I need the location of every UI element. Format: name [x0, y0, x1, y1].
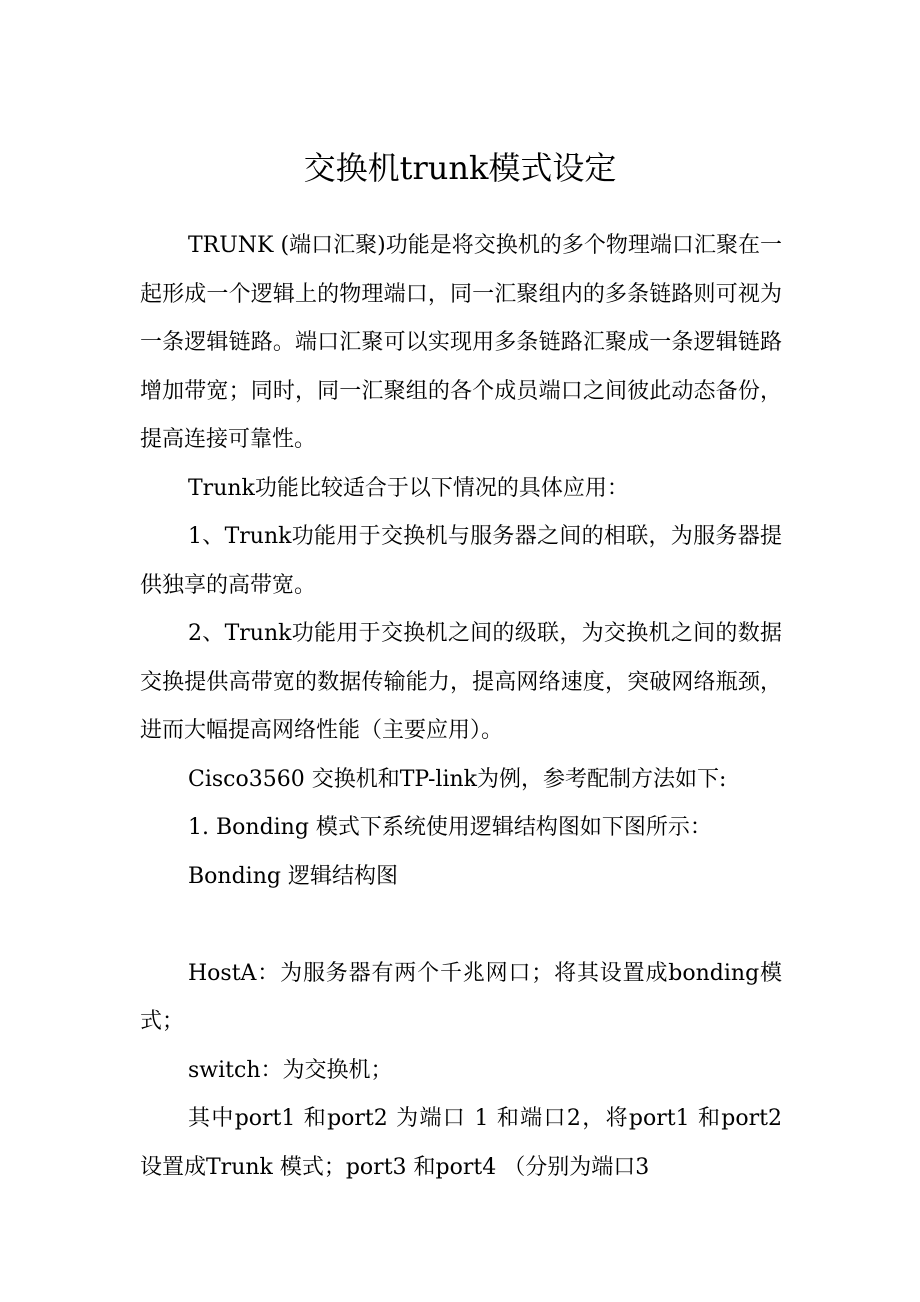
paragraph-trunk-intro: TRUNK (端口汇聚)功能是将交换机的多个物理端口汇聚在一起形成一个逻辑上的物理端口，同一汇聚组内的多条链路则可视为一条逻辑链路。端口汇聚可以实现用多条链路汇聚成一条逻辑链路增加带宽；同时，同一汇聚组的各个成员端口之间彼此动态备份，提高连接可靠性。	[140, 233, 782, 452]
paragraph-application-1: 1、Trunk功能用于交换机与服务器之间的相联，为服务器提供独享的高带宽。	[140, 524, 782, 598]
paragraph-applications-intro: Trunk功能比较适合于以下情况的具体应用：	[188, 475, 629, 501]
paragraph-bonding-mode: 1. Bonding 模式下系统使用逻辑结构图如下图所示：	[188, 815, 712, 840]
paragraph-ports: 其中port1 和port2 为端口 1 和端口2，将port1 和port2 设置成Trunk 模式；port3 和port4 （分别为端口3	[140, 1106, 782, 1180]
document-title: 交换机trunk模式设定	[303, 149, 617, 187]
document-body	[140, 222, 782, 1192]
paragraph-switch: switch：为交换机；	[188, 1057, 393, 1083]
paragraph-cisco-example: Cisco3560 交换机和TP-link为例，参考配制方法如下:	[188, 766, 727, 792]
paragraph-diagram-caption: Bonding 逻辑结构图	[188, 863, 398, 889]
paragraph-application-2: 2、Trunk功能用于交换机之间的级联，为交换机之间的数据交换提供高带宽的数据传输能力，提高网络速度，突破网络瓶颈，进而大幅提高网络性能（主要应用）。	[140, 621, 782, 743]
diagram-placeholder	[140, 901, 782, 950]
paragraph-hosta: HostA：为服务器有两个千兆网口；将其设置成bonding模式；	[140, 960, 782, 1034]
